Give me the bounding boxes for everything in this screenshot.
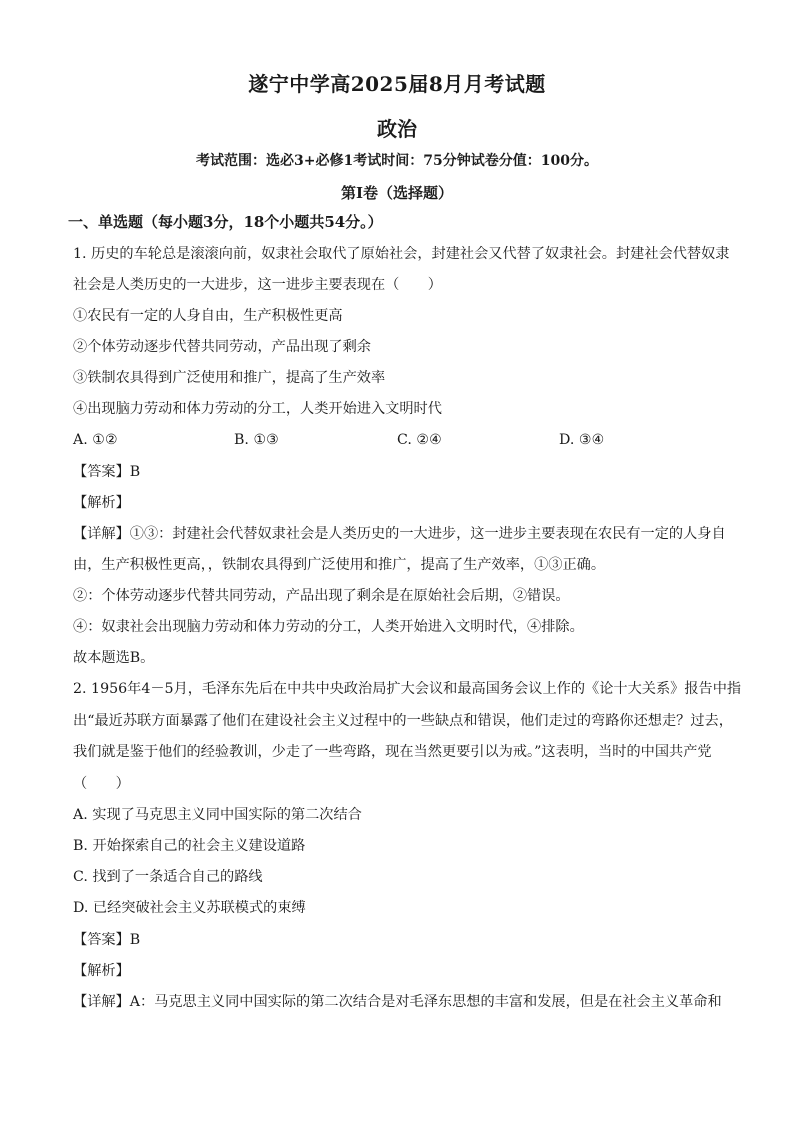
exam-info: 考试范围：选必3+必修1考试时间：75分钟试卷分值：100分。 [196,153,598,169]
volume-title: 第I卷（选择题） [340,184,454,202]
q2-option-d: D. 已经突破社会主义苏联模式的束缚 [73,900,306,916]
q1-answer: 【答案】B [73,464,141,480]
q1-option-b: B. ①③ [234,432,279,448]
exam-title: 遂宁中学高2025届8月月考试题 [248,72,546,96]
q1-stem-line-2: 社会是人类历史的一大进步，这一进步主要表现在（ ） [73,277,442,293]
section-heading: 一、单选题（每小题3分，18个小题共54分。） [68,213,383,231]
q1-detail-line-4: ④：奴隶社会出现脑力劳动和体力劳动的分工，人类开始进入文明时代，④排除。 [73,619,584,635]
q1-item-2: ②个体劳动逐步代替共同劳动，产品出现了剩余 [73,339,371,355]
q1-item-3: ③铁制农具得到广泛使用和推广，提高了生产效率 [73,370,386,386]
q2-option-c: C. 找到了一条适合自己的路线 [73,869,263,885]
q1-option-a: A. ①② [73,432,118,448]
q1-option-d: D. ③④ [559,432,605,448]
q2-stem-line-2: 出“最近苏联方面暴露了他们在建设社会主义过程中的一些缺点和错误，他们走过的弯路你还想走？过去， [73,713,733,729]
q1-item-1: ①农民有一定的人身自由，生产积极性更高 [73,308,343,324]
q2-option-a: A. 实现了马克思主义同中国实际的第二次结合 [73,807,362,823]
q2-analysis-label: 【解析】 [73,963,130,979]
q1-analysis-label: 【解析】 [73,495,130,511]
q1-detail-line-3: ②：个体劳动逐步代替共同劳动，产品出现了剩余是在原始社会后期，②错误。 [73,588,570,604]
q1-detail-line-2: 由，生产积极性更高，，铁制农具得到广泛使用和推广，提高了生产效率，①③正确。 [73,557,606,573]
q2-option-b: B. 开始探索自己的社会主义建设道路 [73,838,306,854]
q1-detail-line-1: 【详解】①③：封建社会代替奴隶社会是人类历史的一大进步，这一进步主要表现在农民有一定的人身自 [73,526,726,542]
q2-detail-line-1: 【详解】A：马克思主义同中国实际的第二次结合是对毛泽东思想的丰富和发展，但是在社会主义革命和 [73,994,722,1010]
subject-title: 政治 [377,117,417,141]
q1-item-4: ④出现脑力劳动和体力劳动的分工，人类开始进入文明时代 [73,401,442,417]
q2-answer: 【答案】B [73,932,141,948]
q1-option-c: C. ②④ [397,432,442,448]
q2-stem-line-3: 我们就是鉴于他们的经验教训，少走了一些弯路，现在当然更要引以为戒。”这表明，当时的中国共产党 [73,744,712,760]
q2-stem-line-1: 2. 1956年4－5月，毛泽东先后在中共中央政治局扩大会议和最高国务会议上作的《论十大关系》报告中指 [73,681,742,697]
q2-stem-line-4: （ ） [73,776,130,792]
q1-stem-line-1: 1. 历史的车轮总是滚滚向前，奴隶社会取代了原始社会，封建社会又代替了奴隶社会。封建社会代替奴隶 [73,246,730,262]
q1-conclusion: 故本题选B。 [73,650,155,666]
